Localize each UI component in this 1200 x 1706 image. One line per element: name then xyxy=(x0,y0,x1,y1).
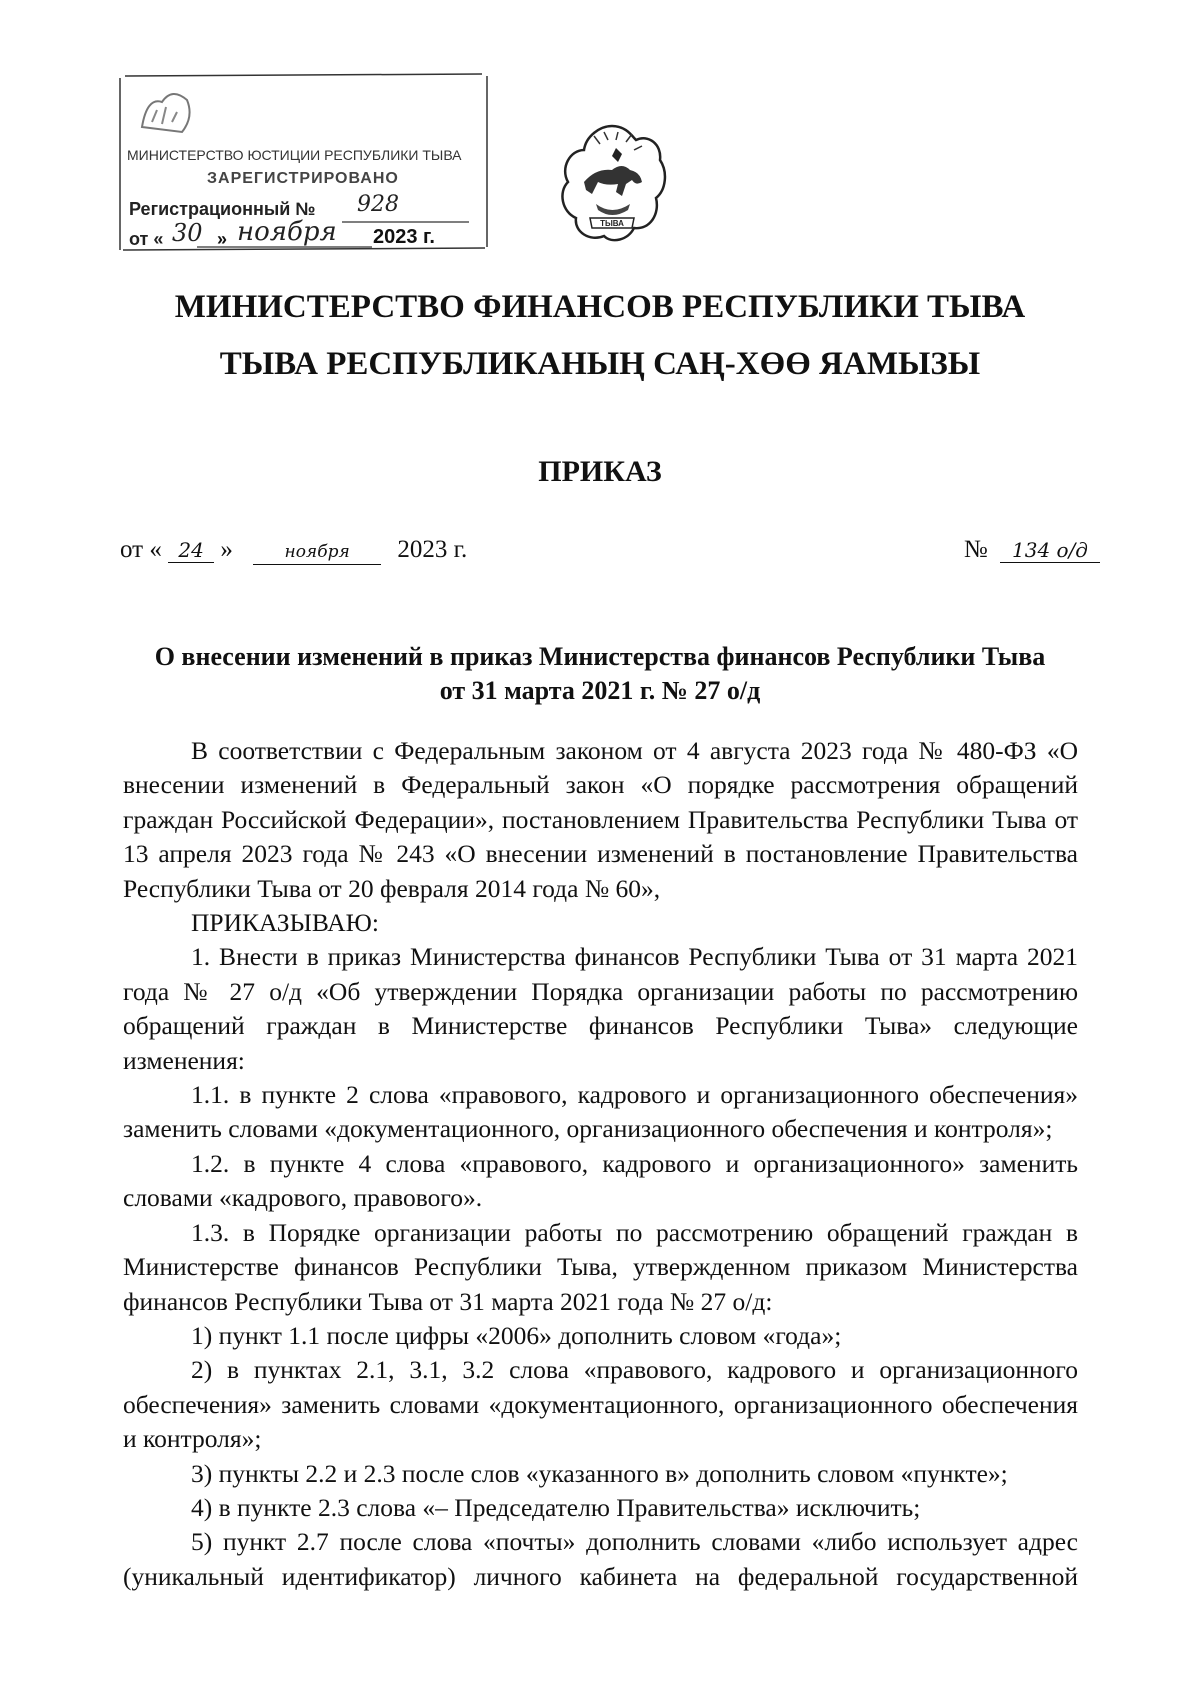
ministry-name-tyv: ТЫВА РЕСПУБЛИКАНЫҢ САҢ-ХӨӨ ЯАМЫЗЫ xyxy=(219,346,981,382)
paragraph-preamble: В соответствии с Федеральным законом от 4 августа 2023 года № 480-ФЗ «О внесении изменений в Федеральный закон «О порядке рассмотрения обращений граждан Российской Федерации», постановлением Правительства Республики Тыва от 13 апреля 2023 года № 243 «О внесении изменений в постановление Правительства Республики Тыва от 20 февраля 2014 года № 60», xyxy=(123,736,1078,903)
stamp-date-year: 2023 г. xyxy=(373,226,435,248)
stamp-date-mid: » xyxy=(217,229,228,249)
order-date-month: ноября xyxy=(253,540,381,565)
stamp-ministry-text: МИНИСТЕРСТВО ЮСТИЦИИ РЕСПУБЛИКИ ТЫВА xyxy=(127,147,462,163)
order-date xyxy=(120,536,467,565)
paragraph-subitem-5: 5) пункт 2.7 после слова «почты» дополнить словами «либо использует адрес (уникальный идентификатор) личного кабинета на федеральной государственной xyxy=(123,1527,1078,1591)
order-title-line2: от 31 марта 2021 г. № 27 о/д xyxy=(439,676,761,705)
order-date-day: 24 xyxy=(168,538,214,563)
paragraph-item-1-2: 1.2. в пункте 4 слова «правового, кадрового и организационного» заменить словами «кадрового, правового». xyxy=(123,1148,1078,1213)
paragraph-subitem-4: 4) в пункте 2.3 слова «– Председателю Правительства» исключить; xyxy=(191,1492,921,1522)
order-number-value: 134 о/д xyxy=(1000,538,1100,563)
stamp-regnum-label: Регистрационный № xyxy=(129,199,316,219)
emblem-text: ТЫВА xyxy=(600,219,624,228)
emblem xyxy=(556,120,668,245)
stamp-emblem-icon xyxy=(132,82,202,142)
registration-stamp xyxy=(117,72,490,255)
stamp-date-prefix: от « xyxy=(129,229,164,249)
order-date-prefix: от « xyxy=(120,536,162,563)
paragraph-order-word: ПРИКАЗЫВАЮ: xyxy=(191,908,379,938)
paragraph-subitem-1: 1) пункт 1.1 после цифры «2006» дополнить словом «года»; xyxy=(191,1320,842,1350)
order-number xyxy=(964,536,1100,564)
stamp-registered-text: ЗАРЕГИСТРИРОВАНО xyxy=(207,170,399,187)
paragraph-item-1: 1. Внести в приказ Министерства финансов Республики Тыва от 31 марта 2021 года № 27 о/д «Об утверждении Порядка организации работы по рассмотрению обращений граждан в Министерстве финансов Республики Тыва» следующие изменения: xyxy=(123,942,1078,1075)
order-date-day-suffix: » xyxy=(220,536,233,563)
order-body xyxy=(123,734,1078,1594)
order-date-year: 2023 г. xyxy=(397,536,468,563)
document-type: ПРИКАЗ xyxy=(538,455,662,488)
order-title-line1: О внесении изменений в приказ Министерства финансов Республики Тыва xyxy=(154,642,1046,671)
stamp-regnum-value: 928 xyxy=(357,192,399,217)
tuva-coat-of-arms-icon xyxy=(556,120,668,245)
paragraph-item-1-1: 1.1. в пункте 2 слова «правового, кадрового и организационного обеспечения» заменить словами «документационного, организационного обеспечения и контроля»; xyxy=(123,1080,1078,1144)
paragraph-item-1-3: 1.3. в Порядке организации работы по рассмотрению обращений граждан в Министерстве финансов Республики Тыва, утвержденном приказом Министерства финансов Республики Тыва от 31 марта 2021 года № 27 о/д: xyxy=(123,1217,1078,1316)
order-title xyxy=(0,640,1200,708)
paragraph-subitem-3: 3) пункты 2.2 и 2.3 после слов «указанного в» дополнить словом «пункте»; xyxy=(191,1458,1008,1488)
stamp-date-day: 30 xyxy=(172,219,203,247)
stamp-date-month: ноября xyxy=(237,217,337,247)
order-number-label: № xyxy=(963,536,988,563)
ministry-name-ru: МИНИСТЕРСТВО ФИНАНСОВ РЕСПУБЛИКИ ТЫВА xyxy=(174,289,1026,325)
stamp-date xyxy=(129,229,163,250)
paragraph-subitem-2: 2) в пунктах 2.1, 3.1, 3.2 слова «правового, кадрового и организационного обеспечения» заменить словами «документационного, организационного обеспечения и контроля»; xyxy=(123,1355,1078,1454)
